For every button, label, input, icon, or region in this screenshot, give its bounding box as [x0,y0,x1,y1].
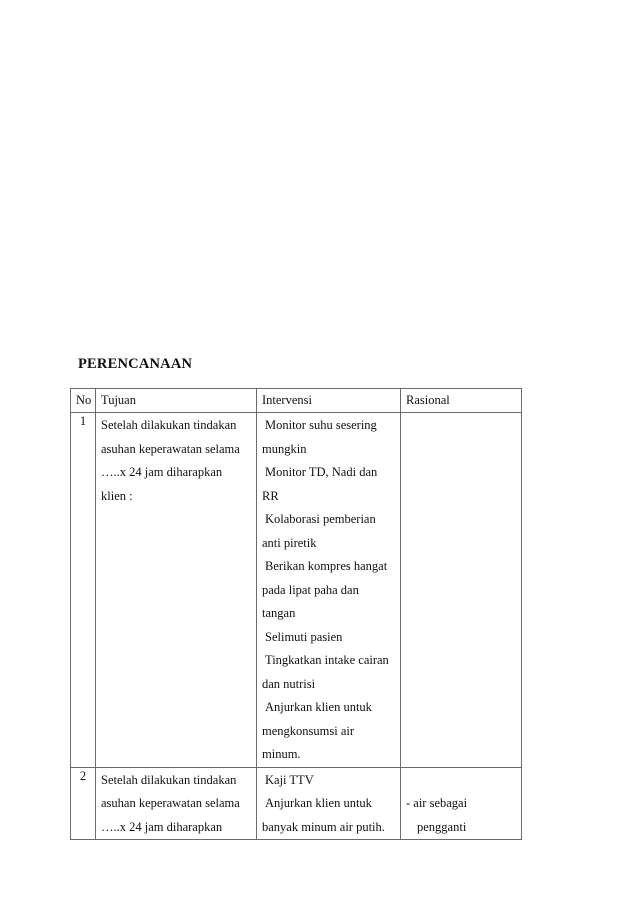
intervensi-line: pada lipat paha dan [262,582,359,597]
header-intervensi: Intervensi [257,389,401,413]
tujuan-line: …..x 24 jam diharapkan [101,819,223,834]
tujuan-line: …..x 24 jam diharapkan [101,465,223,479]
rasional-line: - air sebagai [406,796,468,810]
intervensi-line: minum. [262,747,301,761]
planning-table [70,388,522,840]
document-heading: PERENCANAAN [78,356,193,372]
tujuan-line: asuhan keperawatan selama [101,441,240,456]
intervensi-line: dan nutrisi [262,676,316,691]
intervensi-line: tangan [262,606,296,620]
intervensi-cell [257,767,401,840]
intervensi-line: mungkin [262,441,307,456]
intervensi-cell [257,413,401,768]
intervensi-line: Tingkatkan intake cairan [265,653,389,667]
intervensi-line: Kaji TTV [265,772,314,787]
rasional-cell [401,767,522,840]
row-number: 2 [71,767,96,840]
tujuan-line: Setelah dilakukan tindakan [101,772,237,787]
table-row [71,767,522,840]
intervensi-line: Monitor suhu sesering [265,418,377,432]
table-row [71,413,522,768]
intervensi-line: Anjurkan klien untuk [265,796,372,810]
intervensi-line: RR [262,488,279,503]
intervensi-line: Kolaborasi pemberian [265,512,376,526]
table-header-row [71,389,522,413]
tujuan-line: klien : [101,488,133,503]
tujuan-cell [96,767,257,840]
rasional-line [406,769,521,793]
intervensi-line: Berikan kompres hangat [265,559,388,573]
intervensi-line: anti piretik [262,535,317,550]
intervensi-line: Monitor TD, Nadi dan [265,465,378,479]
header-tujuan: Tujuan [96,389,257,413]
header-rasional: Rasional [401,389,522,413]
intervensi-line: mengkonsumsi air [262,723,355,738]
rasional-cell [401,413,522,768]
row-number: 1 [71,413,96,768]
tujuan-line: asuhan keperawatan selama [101,796,240,810]
intervensi-line: Selimuti pasien [265,629,343,644]
header-no: No [71,389,96,413]
rasional-line: pengganti [417,819,467,834]
intervensi-line: Anjurkan klien untuk [265,700,372,714]
tujuan-line: Setelah dilakukan tindakan [101,418,237,432]
intervensi-line: banyak minum air putih. [262,819,385,834]
tujuan-cell [96,413,257,768]
